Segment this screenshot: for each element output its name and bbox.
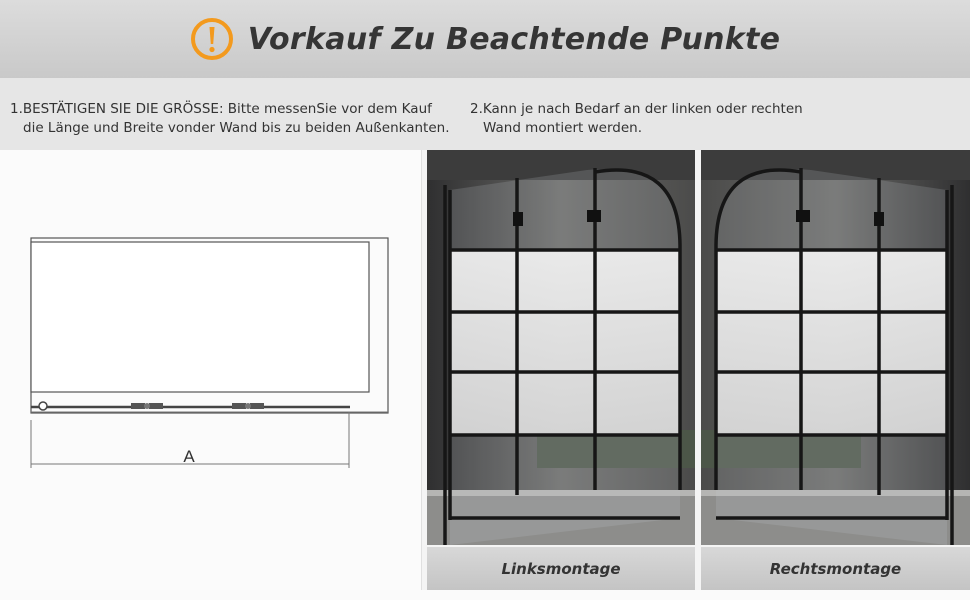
notes-bar	[0, 78, 970, 150]
wall-mount-icon	[39, 402, 47, 410]
hinge-icon	[131, 403, 163, 409]
hinge-icon	[232, 403, 264, 409]
dimension-diagram-panel	[0, 150, 422, 590]
shower-screen-left-illustration	[427, 150, 695, 545]
page-title: Vorkauf Zu Beachtende Punkte	[247, 21, 781, 57]
dimension-label-a: A	[183, 447, 195, 466]
photo-right-mount	[701, 150, 970, 545]
note-2-line-1: 2.Kann je nach Bedarf an der linken oder rechten	[470, 101, 803, 117]
header-banner	[0, 0, 970, 78]
note-2-line-2: Wand montiert werden.	[483, 120, 643, 136]
dimension-diagram	[0, 150, 421, 590]
note-1-line-1: 1.BESTÄTIGEN SIE DIE GRÖSSE: Bitte messenSie vor dem Kauf	[10, 101, 432, 117]
panel-outline-front	[31, 242, 369, 392]
note-1-line-2: die Länge und Breite vonder Wand bis zu beiden Außenkanten.	[23, 120, 450, 136]
note-mounting-side	[470, 100, 803, 138]
bottom-strip	[0, 590, 970, 600]
caption-left-mount: Linksmontage	[427, 547, 695, 590]
caption-right-mount: Rechtsmontage	[701, 547, 970, 590]
photo-left-mount	[427, 150, 695, 545]
shower-screen-right-illustration	[701, 150, 970, 545]
note-measure-size	[10, 100, 450, 138]
warning-circle-icon	[190, 17, 234, 61]
